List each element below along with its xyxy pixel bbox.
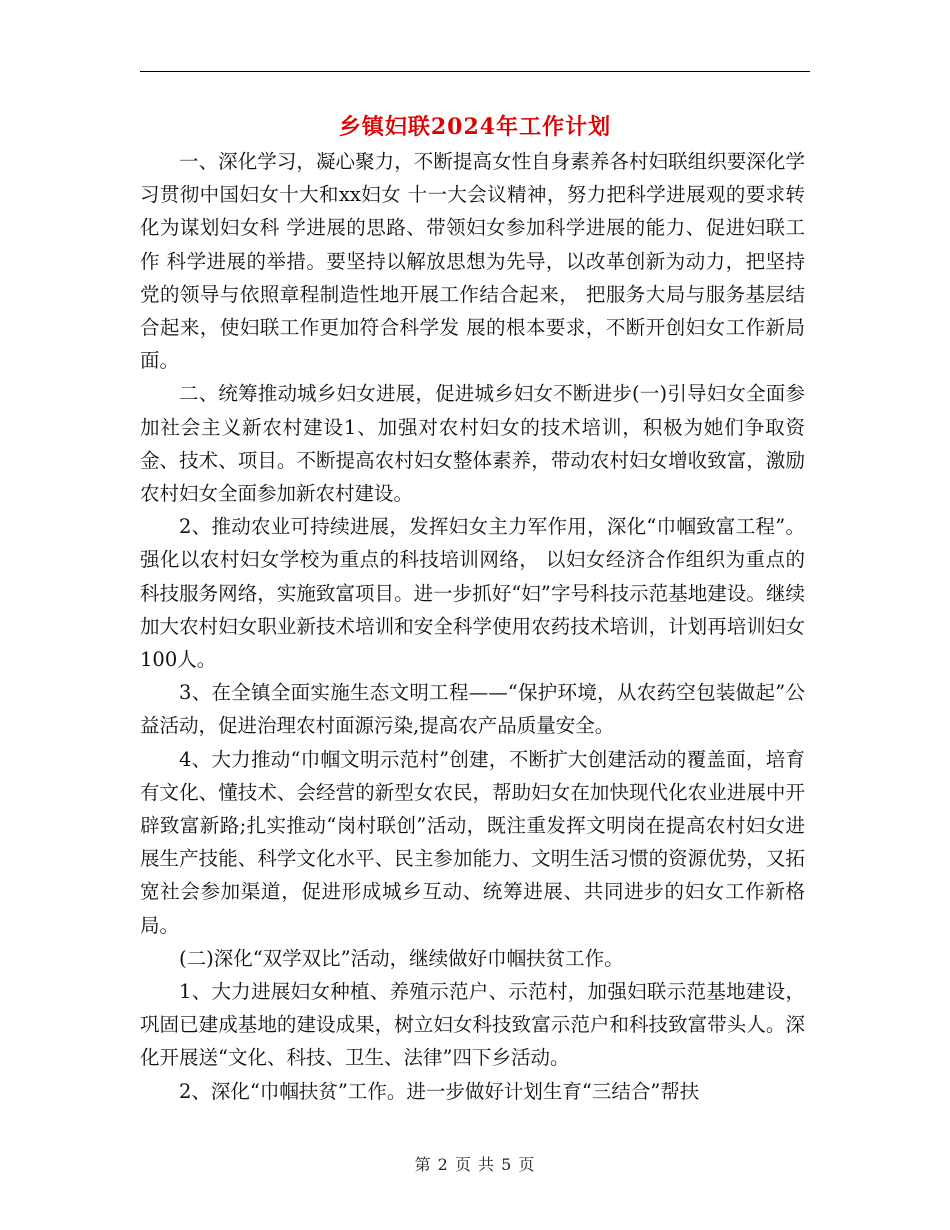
page-number: 第 2 页 共 5 页 [414,1155,536,1174]
paragraph-3: 2、推动农业可持续进展，发挥妇女主力军作用，深化“巾帼致富工程”。强化以农村妇女学校为重点的科技培训网络， 以妇女经济合作组织为重点的科技服务网络，实施致富项目。进一步抓好“妇”字号科技示范基地建设。继续加大农村妇女职业新技术培训和安全科学使用农药技术培训，计划再培训妇女100人。 [140,515,805,672]
paragraph-2: 二、统筹推动城乡妇女进展，促进城乡妇女不断进步(一)引导妇女全面参加社会主义新农村建设1、加强对农村妇女的技术培训，积极为她们争取资金、技术、项目。不断提高农村妇女整体素养，带动农村妇女增收致富，激励农村妇女全面参加新农村建设。 [140,382,805,506]
paragraph-5: 4、大力推动“巾帼文明示范村”创建，不断扩大创建活动的覆盖面，培育有文化、懂技术、会经营的新型女农民，帮助妇女在加快现代化农业进展中开辟致富新路;扎实推动“岗村联创”活动，既注重发挥文明岗在提高农村妇女进展生产技能、科学文化水平、民主参加能力、文明生活习惯的资源优势，又拓宽社会参加渠道，促进形成城乡互动、统筹进展、共同进步的妇女工作新格局。 [140,747,805,937]
paragraph-8: 2、深化“巾帼扶贫”工作。进一步做好计划生育“三结合”帮扶 [179,1079,700,1103]
paragraph-7: 1、大力进展妇女种植、养殖示范户、示范村，加强妇联示范基地建设，巩固已建成基地的建设成果，树立妇女科技致富示范户和科技致富带头人。深化开展送“文化、科技、卫生、法律”四下乡活动。 [140,980,805,1070]
document-title: 乡镇妇联2024年工作计划 [338,114,612,140]
paragraph-6: (二)深化“双学双比”活动，继续做好巾帼扶贫工作。 [179,946,624,970]
paragraph-4: 3、在全镇全面实施生态文明工程——“保护环境，从农药空包装做起”公益活动，促进治理农村面源污染,提高农产品质量安全。 [140,681,805,738]
document-body [140,145,805,1108]
header-rule [140,71,810,72]
paragraph-1: 一、深化学习，凝心聚力，不断提高女性自身素养各村妇联组织要深化学习贯彻中国妇女十大和xx妇女 十一大会议精神，努力把科学进展观的要求转化为谋划妇女科 学进展的思路、带领妇女参加科学进展的能力、促进妇联工作 科学进展的举措。要坚持以解放思想为先导，以改革创新为动力，把坚持党的领导与依照章程制造性地开展工作结合起来， 把服务大局与服务基层结合起来，使妇联工作更加符合科学发 展的根本要求，不断开创妇女工作新局面。 [140,150,805,373]
